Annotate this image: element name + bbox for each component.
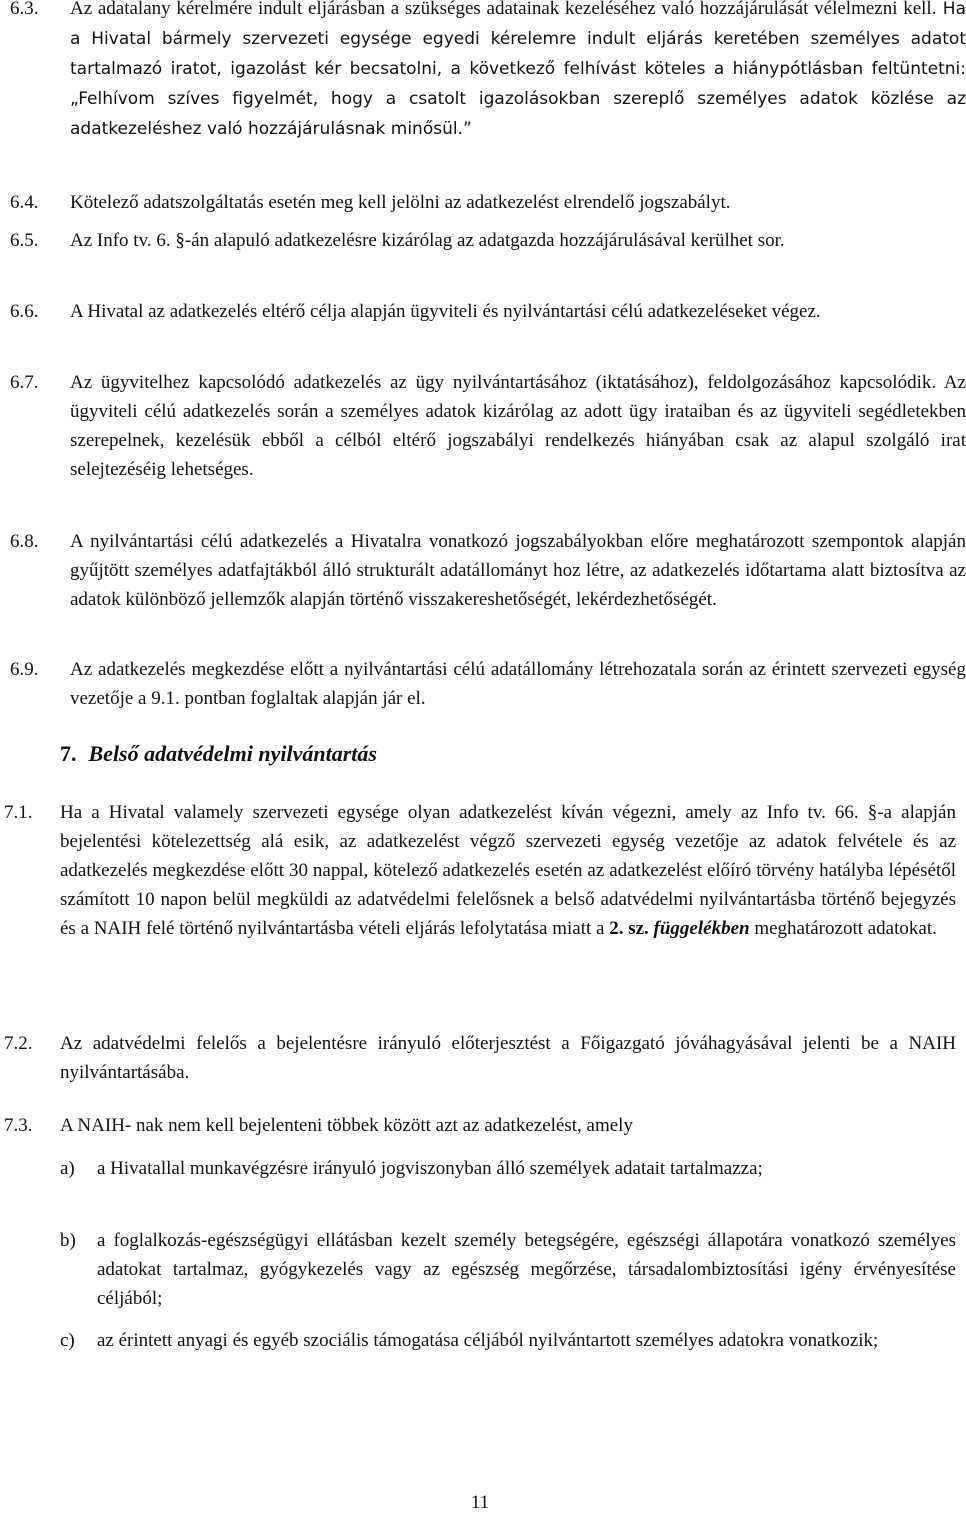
paragraph-number: 7.1. [4,802,33,823]
section-title: Belső adatvédelmi nyilvántartás [88,741,377,766]
paragraph-number: 6.6. [10,301,39,322]
paragraph-text [60,798,956,943]
paragraph-text-serif: Az adatalany kérelmére indult eljárásban a szükséges adatainak kezeléséhez való hozzájárulását vélelmezni kell. [70,0,937,19]
paragraph-7-2 [4,1029,956,1083]
paragraph-text-sans: Ha a Hivatal bármely szervezeti egysége egyedi kérelemre indult eljárás keretében személyes adatot tartalmazó iratot, igazolást kér becsatolni, a következő felhívást köteles a hiánypótlásban feltüntetni: „Felhívom szíves figyelmét, hogy a csatolt igazolásokban szereplő személyes adatok közlése az adatkezeléshez való hozzájárulásnak minősül.” [70,0,966,139]
paragraph-text: A NAIH- nak nem kell bejelenteni többek között azt az adatkezelést, amely [60,1115,633,1136]
paragraph-7-3 [4,1111,956,1140]
appendix-number: 2. sz. [609,918,649,939]
paragraph-7-1 [4,798,956,939]
page-number: 11 [470,1492,490,1513]
paragraph-text: A Hivatal az adatkezelés eltérő célja alapján ügyviteli és nyilvántartási célú adatkezeléseket végez. [70,301,821,322]
list-item-text: a Hivatallal munkavégzésre irányuló jogviszonyban álló személyek adatait tartalmazza; [97,1158,763,1179]
paragraph-number: 6.4. [10,192,39,213]
paragraph-number: 7.3. [4,1115,33,1136]
paragraph-number: 7.2. [4,1033,33,1054]
paragraph-text: Az ügyvitelhez kapcsolódó adatkezelés az ügy nyilvántartásához (iktatásához), feldolgozásához kapcsolódik. Az ügyviteli célú adatkezelés során a személyes adatok kizárólag az adott ügy irataiban és az ügyviteli segédletekben szerepelnek, kezelésük ebből a célból eltérő jogszabályi rendelkezés hiányában csak az alapul szolgáló irat selejtezéséig lehetséges. [70,372,966,480]
paragraph-6-9 [10,655,966,709]
paragraph-text-start: Ha a Hivatal valamely szervezeti egysége olyan adatkezelést kíván végezni, amely az Info tv. 66. §-a alapján bejelentési kötelezettség alá esik, az adatkezelést végző szervezeti egység vezetője az adatok felvétele és az adatkezelés megkezdése előtt 30 nappal, kötelező adatkezelés esetén az adatkezelést előíró törvény hatályba lépésétől számított 10 napon belül megküldi az adatvédelmi felelősnek a belső adatvédelmi nyilvántartásba történő bejegyzés és a NAIH felé történő nyilvántartásba vételi eljárás lefolytatása miatt a [60,802,956,939]
paragraph-6-5 [10,226,956,255]
paragraph-6-4 [10,188,956,217]
paragraph-6-8 [10,527,966,610]
list-marker: b) [60,1230,76,1251]
list-marker: c) [60,1330,75,1351]
paragraph-number: 6.9. [10,659,39,680]
paragraph-text: Kötelező adatszolgáltatás esetén meg kell jelölni az adatkezelést elrendelő jogszabályt. [70,192,731,213]
list-item-text: a foglalkozás-egészségügyi ellátásban kezelt személy betegségére, egészségi állapotára vonatkozó személyes adatokat tartalmaz, gyógykezelés vagy az egészség megőrzése, társadalombiztosítási igény érvényesítése céljából; [97,1230,956,1309]
section-heading [60,739,377,768]
paragraph-6-7 [10,368,966,480]
paragraph-text: A nyilvántartási célú adatkezelés a Hivatalra vonatkozó jogszabályokban előre meghatározott szempontok alapján gyűjtött személyes adatfajtákból álló strukturált adatállományt hoz létre, az adatkezelés időtartama alatt biztosítva az adatok különböző jellemzők alapján történő visszakereshetőségét, lekérdezhetőségét. [70,531,966,610]
section-number: 7. [60,741,77,766]
paragraph-text: Az adatvédelmi felelős a bejelentésre irányuló előterjesztést a Főigazgató jóváhagyásával jelenti be a NAIH nyilvántartásába. [60,1033,956,1083]
appendix-label: függelékben [653,918,750,939]
paragraph-number: 6.7. [10,372,39,393]
list-marker: a) [60,1158,75,1179]
paragraph-number: 6.5. [10,230,39,251]
paragraph-6-6 [10,297,956,326]
paragraph-text [70,0,966,144]
paragraph-text: Az Info tv. 6. §-án alapuló adatkezelésre kizárólag az adatgazda hozzájárulásával kerülhet sor. [70,230,785,251]
paragraph-number: 6.8. [10,531,39,552]
paragraph-number: 6.3. [10,0,39,19]
paragraph-text-end: meghatározott adatokat. [749,918,937,939]
paragraph-text: Az adatkezelés megkezdése előtt a nyilvántartási célú adatállomány létrehozatala során az érintett szervezeti egység vezetője a 9.1. pontban foglaltak alapján jár el. [70,659,966,709]
list-item-text: az érintett anyagi és egyéb szociális támogatása céljából nyilvántartott személyes adatokra vonatkozik; [97,1330,879,1351]
paragraph-6-3 [10,0,966,139]
